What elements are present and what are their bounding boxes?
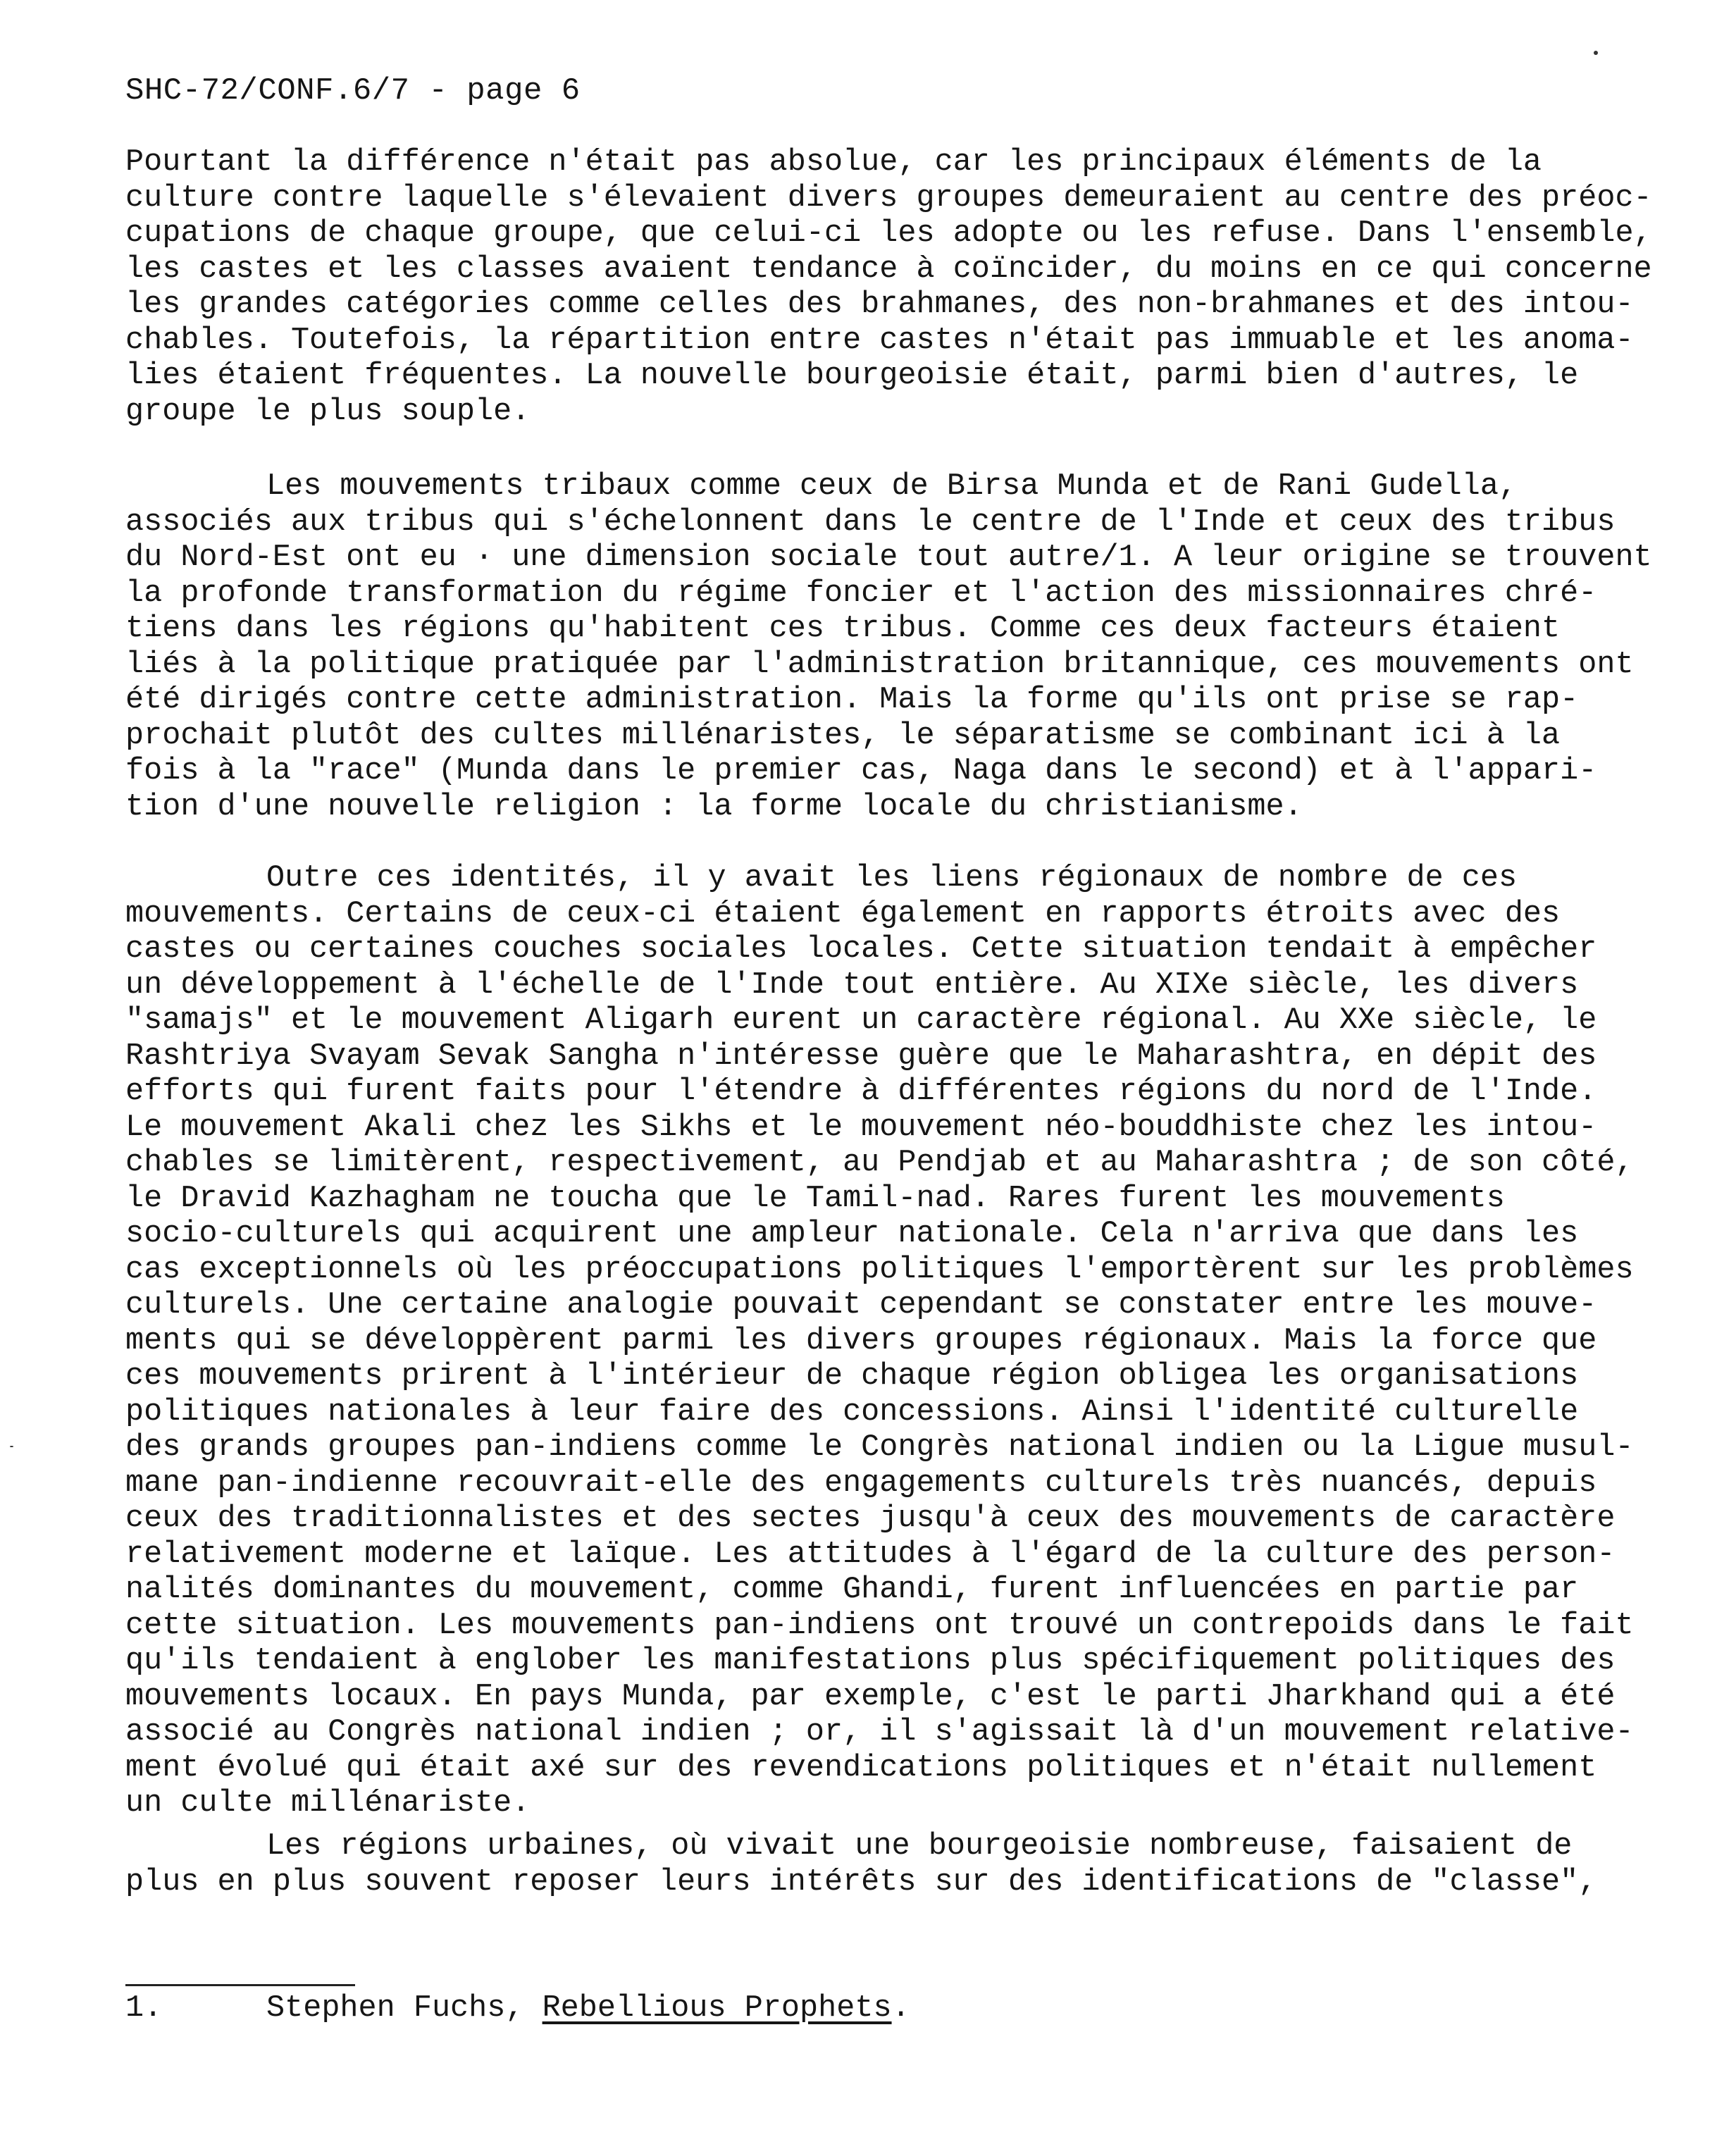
text-line: liés à la politique pratiquée par l'administration britannique, ces mouvements ont [125,647,1634,682]
text-line: associés aux tribus qui s'échelonnent dans le centre de l'Inde et ceux des tribus [125,504,1616,540]
text-line: Les régions urbaines, où vivait une bourgeoisie nombreuse, faisaient de [266,1829,1573,1864]
text-line: Outre ces identités, il y avait les liens régionaux de nombre de ces [266,861,1518,896]
text-line: ment évolué qui était axé sur des revendications politiques et n'était nullement [125,1750,1597,1785]
text-line: cas exceptionnels où les préoccupations politiques l'emportèrent sur les problèmes [125,1252,1634,1287]
text-line: été dirigés contre cette administration. Mais la forme qu'ils ont prise se rap- [125,683,1579,717]
text-line: mane pan-indienne recouvrait-elle des engagements culturels très nuancés, depuis [125,1466,1597,1501]
text-line: Rashtriya Svayam Sevak Sangha n'intéresse guère que le Maharashtra, en dépit des [125,1039,1597,1074]
text-line: culture contre laquelle s'élevaient divers groupes demeuraient au centre des préoc- [125,180,1652,216]
footnote-end: . [891,1991,910,2026]
text-line: relativement moderne et laïque. Les attitudes à l'égard de la culture des person- [125,1537,1616,1572]
footnote [125,1991,910,2026]
text-line: les castes et les classes avaient tendance à coïncider, du moins en ce qui concerne [125,252,1652,287]
text-line: les grandes catégories comme celles des brahmanes, des non-brahmanes et des intou- [125,287,1634,322]
text-line: culturels. Une certaine analogie pouvait cependant se constater entre les mouve- [125,1288,1597,1322]
text-line: un culte millénariste. [125,1786,531,1821]
text-line: cupations de chaque groupe, que celui-ci les adopte ou les refuse. Dans l'ensemble, [125,216,1652,251]
text-line: fois à la "race" (Munda dans le premier cas, Naga dans le second) et à l'appari- [125,754,1597,788]
text-line: qu'ils tendaient à englober les manifestations plus spécifiquement politiques des [125,1644,1616,1678]
text-line: Les mouvements tribaux comme ceux de Birsa Munda et de Rani Gudella, [266,469,1518,504]
text-line: ments qui se développèrent parmi les divers groupes régionaux. Mais la force que [125,1323,1597,1358]
text-line: ceux des traditionnalistes et des sectes jusqu'à ceux des mouvements de caractère [125,1501,1616,1536]
text-line: groupe le plus souple. [125,394,531,429]
text-line: du Nord-Est ont eu · une dimension sociale tout autre/1. A leur origine se trouvent [125,540,1652,575]
footnote-number: 1. [125,1991,163,2026]
text-line: associé au Congrès national indien ; or, il s'agissait là d'un mouvement relative- [125,1715,1634,1749]
paragraph-1 [125,145,1652,430]
scan-speck [1594,51,1598,55]
paragraph-2 [125,469,1652,825]
text-line: plus en plus souvent reposer leurs intérêts sur des identifications de "classe", [125,1864,1597,1900]
text-line: Le mouvement Akali chez les Sikhs et le mouvement néo-bouddhiste chez les intou- [125,1110,1597,1145]
text-line: castes ou certaines couches sociales locales. Cette situation tendait à empêcher [125,932,1597,967]
text-line: efforts qui furent faits pour l'étendre à différentes régions du nord de l'Inde. [125,1074,1597,1109]
text-line: tiens dans les régions qu'habitent ces tribus. Comme ces deux facteurs étaient [125,612,1561,646]
text-line: cette situation. Les mouvements pan-indiens ont trouvé un contrepoids dans le fait [125,1608,1634,1643]
text-line: lies étaient fréquentes. La nouvelle bourgeoisie était, parmi bien d'autres, le [125,359,1579,393]
text-line: la profonde transformation du régime foncier et l'action des missionnaires chré- [125,576,1597,611]
text-line: le Dravid Kazhagham ne toucha que le Tamil-nad. Rares furent les mouvements [125,1181,1505,1216]
text-line: un développement à l'échelle de l'Inde tout entière. Au XIXe siècle, les divers [125,967,1579,1003]
text-line: politiques nationales à leur faire des concessions. Ainsi l'identité culturelle [125,1394,1579,1430]
text-line: socio-culturels qui acquirent une ampleur nationale. Cela n'arriva que dans les [125,1217,1579,1251]
footnote-rule [125,1984,355,1986]
text-line: mouvements locaux. En pays Munda, par exemple, c'est le parti Jharkhand qui a été [125,1679,1616,1714]
footnote-title: Rebellious Prophets [542,1991,892,2026]
paragraph-4 [125,1829,1619,1900]
scan-speck [10,1446,13,1447]
text-line: mouvements. Certains de ceux-ci étaient également en rapports étroits avec des [125,896,1561,931]
paragraph-3 [125,861,1634,1822]
page-header: SHC-72/CONF.6/7 - page 6 [125,73,581,109]
text-line: tion d'une nouvelle religion : la forme locale du christianisme. [125,789,1303,824]
text-line: chables se limitèrent, respectivement, au Pendjab et au Maharashtra ; de son côté, [125,1146,1634,1180]
text-line: "samajs" et le mouvement Aligarh eurent un caractère régional. Au XXe siècle, le [125,1003,1597,1038]
text-line: chables. Toutefois, la répartition entre castes n'était pas immuable et les anoma- [125,323,1634,358]
text-line: nalités dominantes du mouvement, comme Ghandi, furent influencées en partie par [125,1573,1579,1607]
text-line: prochait plutôt des cultes millénaristes, le séparatisme se combinant ici à la [125,718,1561,753]
footnote-author: Stephen Fuchs, [266,1991,524,2026]
text-line: ces mouvements prirent à l'intérieur de chaque région obligea les organisations [125,1359,1579,1394]
text-line: des grands groupes pan-indiens comme le Congrès national indien ou la Ligue musul- [125,1430,1634,1465]
text-line: Pourtant la différence n'était pas absolue, car les principaux éléments de la [125,145,1542,180]
